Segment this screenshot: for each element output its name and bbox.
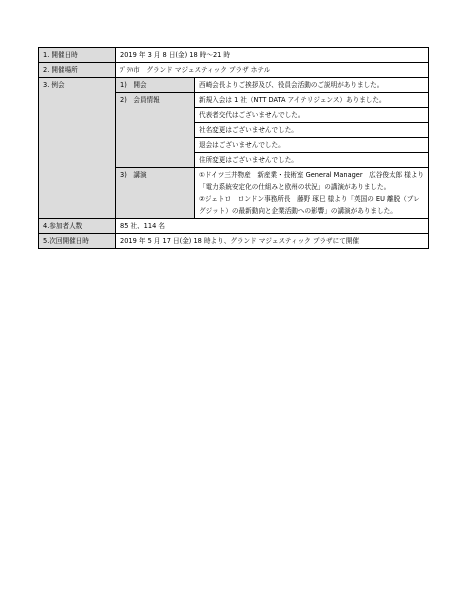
lecture-paragraph-1: ①ドイツ三井物産 新産業・技術室 General Manager 広谷俊太郎 様より「電力系統安定化の仕組みと欧州の状況」の講演がありました。 <box>199 171 425 191</box>
members-line-withdraw: 退会はございませんでした。 <box>195 138 429 153</box>
next-value: 2019 年 5 月 17 日(金) 18 時より、グランド マジェスティック プラザにて開催 <box>116 234 429 249</box>
opening-text: 西崎会長よりご挨拶及び、役員会活動のご説明がありました。 <box>195 78 429 93</box>
row-meeting-opening <box>39 78 429 93</box>
members-line-address: 住所変更はございませんでした。 <box>195 153 429 168</box>
place-label: 2. 開催場所 <box>39 63 116 78</box>
lecture-text <box>195 168 429 219</box>
members-line-new: 新規入会は 1 社（NTT DATA アイテリジェンス）ありました。 <box>195 93 429 108</box>
members-line-name: 社名変更はございませんでした。 <box>195 123 429 138</box>
date-label: 1. 開催日時 <box>39 48 116 63</box>
row-attendance <box>39 219 429 234</box>
row-date <box>39 48 429 63</box>
members-label: 2) 会員情報 <box>116 93 195 168</box>
attendance-value: 85 社、114 名 <box>116 219 429 234</box>
opening-label: 1) 開会 <box>116 78 195 93</box>
row-place <box>39 63 429 78</box>
date-value: 2019 年 3 月 8 日(金) 18 時～21 時 <box>116 48 429 63</box>
lecture-paragraph-2: ②ジェトロ ロンドン事務所長 藤野 琢巳 様より「英国の EU 離脱（ブレグジット）の最新動向と企業活動への影響」の講演がありました。 <box>199 195 420 215</box>
attendance-label: 4.参加者人数 <box>39 219 116 234</box>
lecture-label: 3) 講演 <box>116 168 195 219</box>
place-value: ﾌﾟﾗﾊ市 グランド マジェスティック プラザ ホテル <box>116 63 429 78</box>
members-line-rep: 代表者交代はございませんでした。 <box>195 108 429 123</box>
next-label: 5.次回開催日時 <box>39 234 116 249</box>
row-next <box>39 234 429 249</box>
meeting-report-table <box>38 47 429 249</box>
meeting-label: 3. 例会 <box>39 78 116 219</box>
